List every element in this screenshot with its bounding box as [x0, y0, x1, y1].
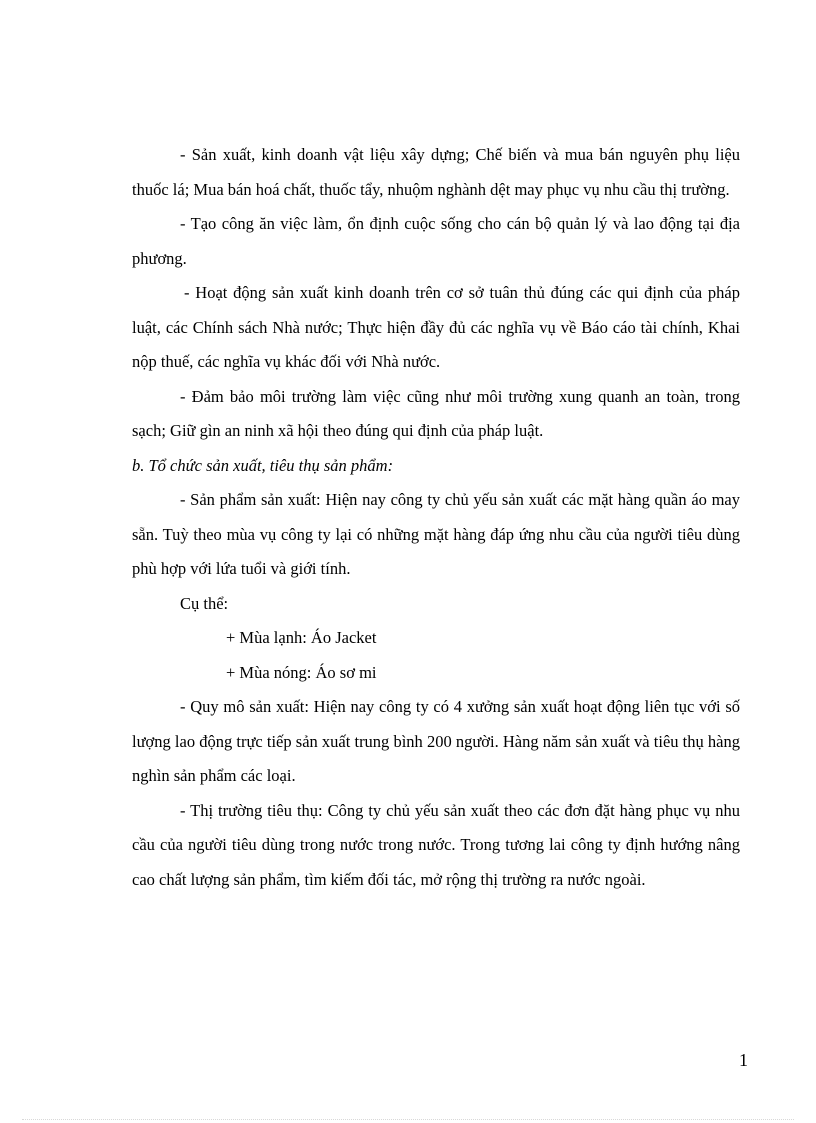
- paragraph-building-materials: - Sản xuất, kinh doanh vật liệu xây dựng; Chế biến và mua bán nguyên phụ liệu thuốc lá; Mua bán hoá chất, thuốc tẩy, nhuộm nghành dệt may phục vụ nhu cầu thị trường.: [132, 145, 740, 199]
- document-body: [132, 138, 740, 897]
- page-number: 1: [739, 1050, 748, 1070]
- list-item-summer: + Mùa nóng: Áo sơ mi: [226, 662, 377, 682]
- paragraph-specifics-label: Cụ thể:: [180, 593, 229, 613]
- section-heading-b: b. Tổ chức sản xuất, tiêu thụ sản phẩm:: [132, 455, 394, 475]
- paragraph-environment: - Đảm bảo môi trường làm việc cũng như môi trường xung quanh an toàn, trong sạch; Giữ gìn an ninh xã hội theo đúng qui định của pháp luật.: [132, 386, 740, 440]
- paragraph-market: - Thị trường tiêu thụ: Công ty chủ yếu sản xuất theo các đơn đặt hàng phục vụ nhu cầu của người tiêu dùng trong nước trong nước. Trong tương lai công ty định hướng nâng cao chất lượng sản phẩm, tìm kiếm đối tác, mở rộng thị trường ra nước ngoài.: [132, 800, 740, 889]
- paragraph-products: - Sản phẩm sản xuất: Hiện nay công ty chủ yếu sản xuất các mặt hàng quần áo may sẵn. Tuỳ theo mùa vụ công ty lại có những mặt hàng đáp ứng nhu cầu của người tiêu dùng phù hợp với lứa tuổi và giới tính.: [132, 490, 740, 578]
- page-bottom-divider: [22, 1119, 794, 1120]
- paragraph-legal-compliance: - Hoạt động sản xuất kinh doanh trên cơ sở tuân thủ đúng các qui định của pháp luật, các Chính sách Nhà nước; Thực hiện đầy đủ các nghĩa vụ về Báo cáo tài chính, Khai nộp thuế, các nghĩa vụ khác đối với Nhà nước.: [132, 283, 740, 371]
- list-item-winter: + Mùa lạnh: Áo Jacket: [226, 628, 377, 647]
- paragraph-production-scale: - Quy mô sản xuất: Hiện nay công ty có 4 xưởng sản xuất hoạt động liên tục với số lượng lao động trực tiếp sản xuất trung bình 200 người. Hàng năm sản xuất và tiêu thụ hàng nghìn sản phẩm các loại.: [132, 697, 740, 785]
- paragraph-employment: - Tạo công ăn việc làm, ổn định cuộc sống cho cán bộ quản lý và lao động tại địa phương.: [132, 214, 740, 268]
